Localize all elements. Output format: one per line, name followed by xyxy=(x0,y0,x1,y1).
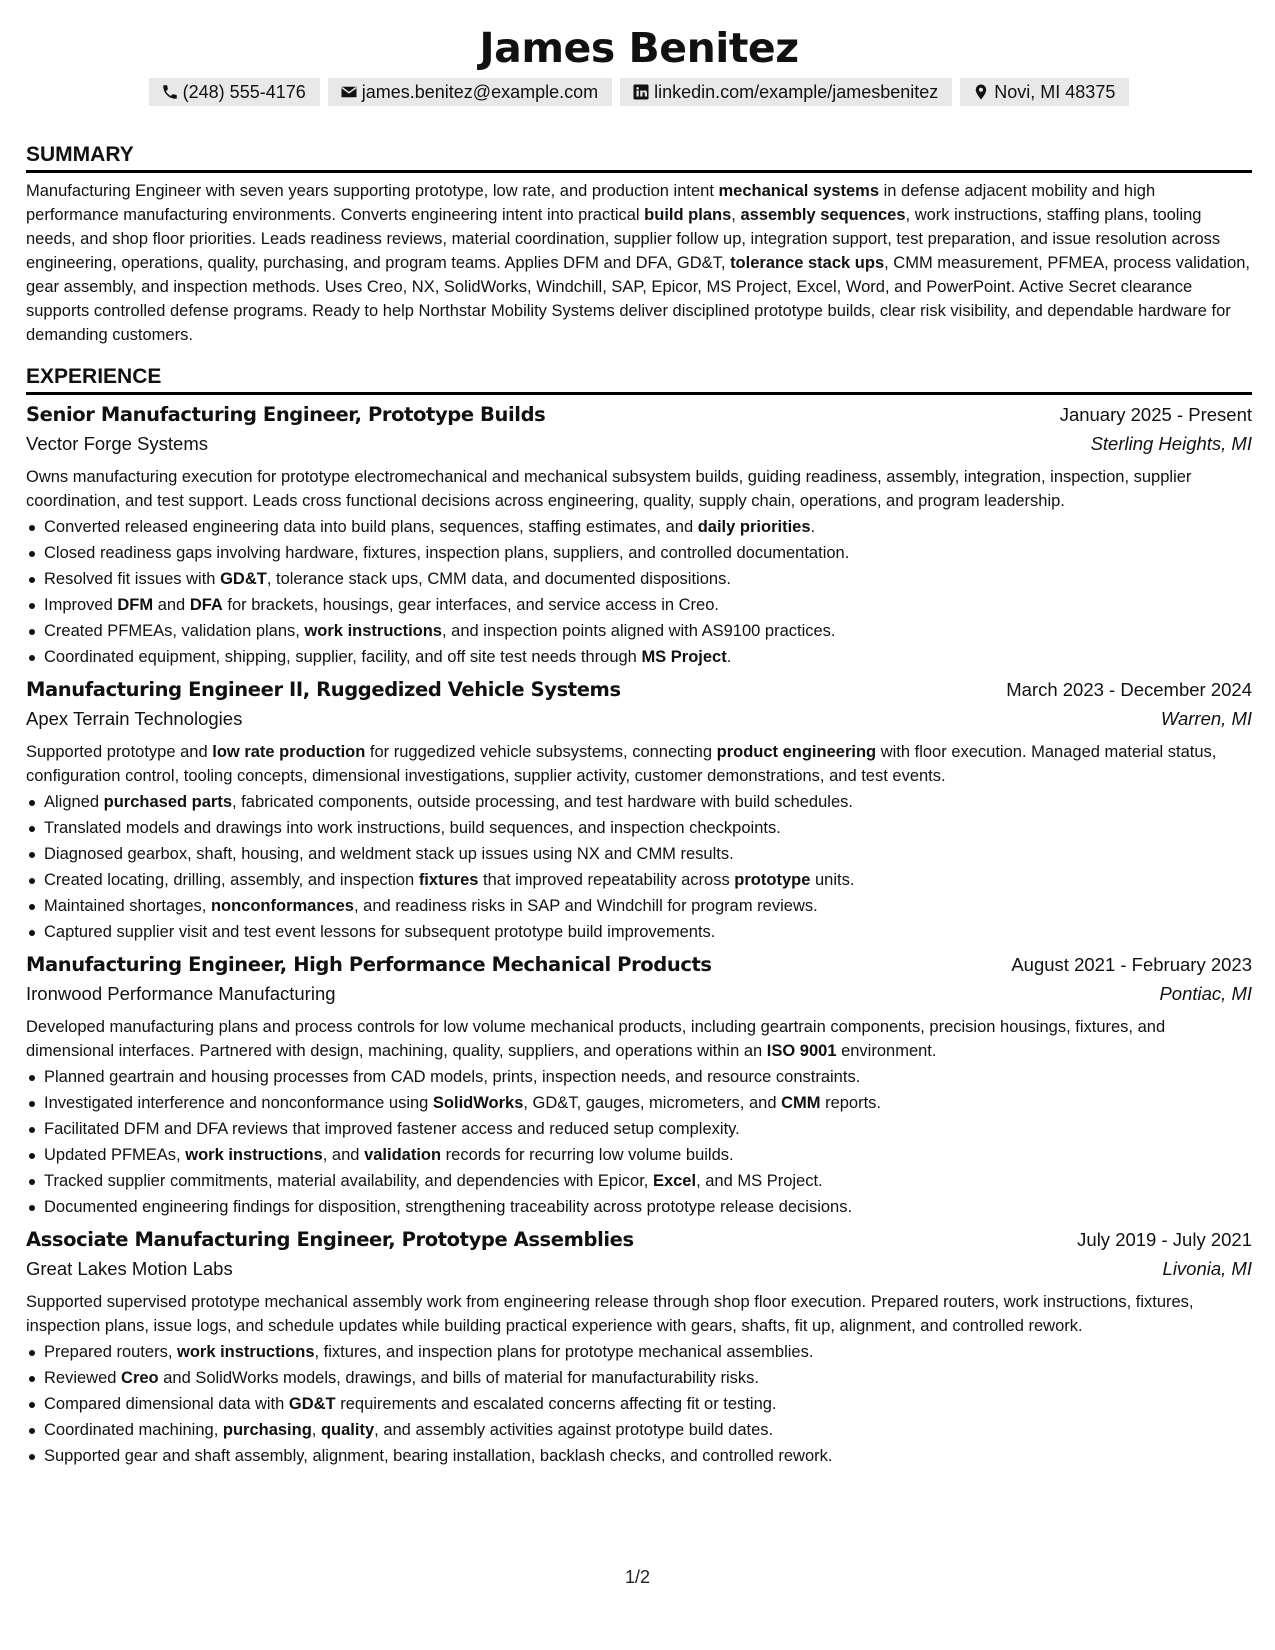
text-run: , and readiness risks in SAP and Windchill for program reviews. xyxy=(353,897,818,915)
text-run: , work instructions, staffing plans, tooling needs, and shop floor priorities. Leads readiness reviews, material coordination, supplier follow up, integration support, test preparation, and issue resolution across engineering, operations, quality, purchasing, and program teams. Applies DFM and DFA, GD&T, xyxy=(26,206,1221,272)
text-run: Resolved fit issues with xyxy=(44,570,221,588)
contact-location xyxy=(960,78,1129,106)
job-subheader xyxy=(26,433,1252,464)
job-title: Manufacturing Engineer, High Performance Mechanical Products xyxy=(26,953,712,976)
bullet-item xyxy=(26,540,1252,566)
bold-text: build plans xyxy=(644,206,732,224)
text-run: and SolidWorks models, drawings, and bills of material for manufacturability risks. xyxy=(158,1369,759,1387)
text-run: Diagnosed gearbox, shaft, housing, and weldment stack up issues using NX and CMM results. xyxy=(44,845,734,863)
bullet-item xyxy=(26,1142,1252,1168)
job-entry xyxy=(26,1228,1252,1469)
job-bullets xyxy=(26,789,1252,945)
job-location: Sterling Heights, MI xyxy=(1090,433,1252,454)
text-run: Developed manufacturing plans and process controls for low volume mechanical products, including geartrain components, precision housings, fixtures, and dimensional interfaces. Partnered with design, machining, quality, suppliers, and operations within an xyxy=(26,1018,1166,1060)
bold-text: CMM xyxy=(781,1094,821,1112)
text-run: . xyxy=(726,648,732,666)
summary-text xyxy=(26,179,1252,347)
contact-email-text: james.benitez@example.com xyxy=(361,82,599,102)
job-header xyxy=(26,678,1252,708)
map-pin-icon xyxy=(972,83,990,101)
text-run: Reviewed xyxy=(44,1369,122,1387)
text-run: units. xyxy=(810,871,855,889)
job-dates: January 2025 - Present xyxy=(1059,404,1252,425)
bold-text: purchased parts xyxy=(103,793,233,811)
bullet-item xyxy=(26,644,1252,670)
job-dates: March 2023 - December 2024 xyxy=(1006,679,1252,700)
bold-text: low rate production xyxy=(212,743,366,761)
bold-text: GD&T xyxy=(220,570,267,588)
job-subheader xyxy=(26,1258,1252,1289)
job-location: Livonia, MI xyxy=(1162,1258,1252,1279)
bullet-item xyxy=(26,618,1252,644)
text-run: and xyxy=(153,596,190,614)
job-title: Manufacturing Engineer II, Ruggedized Vehicle Systems xyxy=(26,678,621,701)
bullet-item xyxy=(26,1443,1252,1469)
text-run: Prepared routers, xyxy=(44,1343,177,1361)
text-run: Aligned xyxy=(44,793,104,811)
bold-text: ISO 9001 xyxy=(766,1042,837,1060)
job-dates: August 2021 - February 2023 xyxy=(1011,954,1252,975)
text-run: for ruggedized vehicle subsystems, connecting xyxy=(365,743,717,761)
company-name: Vector Forge Systems xyxy=(26,433,208,454)
text-run: in defense adjacent mobility and high performance manufacturing environments. Converts engineering intent into practical xyxy=(26,182,1156,224)
contact-phone[interactable] xyxy=(149,78,320,106)
text-run: reports. xyxy=(820,1094,882,1112)
text-run: , tolerance stack ups, CMM data, and documented dispositions. xyxy=(266,570,731,588)
job-title: Associate Manufacturing Engineer, Prototype Assemblies xyxy=(26,1228,634,1251)
text-run: environment. xyxy=(836,1042,937,1060)
bold-text: validation xyxy=(364,1146,442,1164)
bold-text: fixtures xyxy=(418,871,479,889)
experience-heading: EXPERIENCE xyxy=(26,364,1252,395)
bullet-item xyxy=(26,893,1252,919)
text-run: requirements and escalated concerns affecting fit or testing. xyxy=(335,1395,777,1413)
job-location: Warren, MI xyxy=(1160,708,1252,729)
job-title: Senior Manufacturing Engineer, Prototype Builds xyxy=(26,403,546,426)
text-run: Planned geartrain and housing processes from CAD models, prints, inspection needs, and resource constraints. xyxy=(44,1068,861,1086)
text-run: Improved xyxy=(44,596,118,614)
text-run: Created PFMEAs, validation plans, xyxy=(44,622,305,640)
text-run: , xyxy=(311,1421,321,1439)
bullet-item xyxy=(26,867,1252,893)
bullet-item xyxy=(26,841,1252,867)
summary-heading: SUMMARY xyxy=(26,142,1252,173)
text-run: Facilitated DFM and DFA reviews that improved fastener access and reduced setup complexity. xyxy=(44,1120,740,1138)
job-entry xyxy=(26,678,1252,945)
bold-text: prototype xyxy=(734,871,811,889)
text-run: with floor execution. Managed material status, configuration control, tooling concepts, dimensional investigations, supplier activity, customer demonstrations, and test events. xyxy=(26,743,1217,785)
bold-text: MS Project xyxy=(641,648,727,666)
company-name: Apex Terrain Technologies xyxy=(26,708,243,729)
bullet-item xyxy=(26,1194,1252,1220)
page-number: 1/2 xyxy=(624,1567,651,1587)
bold-text: Excel xyxy=(652,1172,697,1190)
bold-text: work instructions xyxy=(304,622,442,640)
text-run: Translated models and drawings into work instructions, build sequences, and inspection checkpoints. xyxy=(44,819,781,837)
experience-list xyxy=(26,403,1252,1469)
job-entry xyxy=(26,403,1252,670)
text-run: Maintained shortages, xyxy=(44,897,211,915)
bold-text: DFM xyxy=(117,596,154,614)
bold-text: product engineering xyxy=(716,743,877,761)
text-run: that improved repeatability across xyxy=(478,871,735,889)
text-run: records for recurring low volume builds. xyxy=(441,1146,734,1164)
text-run: Closed readiness gaps involving hardware, fixtures, inspection plans, suppliers, and controlled documentation. xyxy=(44,544,850,562)
contact-bar xyxy=(26,78,1252,106)
bold-text: GD&T xyxy=(288,1395,336,1413)
bold-text: quality xyxy=(320,1421,375,1439)
bold-text: SolidWorks xyxy=(432,1094,524,1112)
text-run: , fixtures, and inspection plans for prototype mechanical assemblies. xyxy=(314,1343,814,1361)
text-run: Supported gear and shaft assembly, alignment, bearing installation, backlash checks, and controlled rework. xyxy=(44,1447,833,1465)
company-name: Ironwood Performance Manufacturing xyxy=(26,983,336,1004)
candidate-name: James Benitez xyxy=(479,24,799,72)
company-name: Great Lakes Motion Labs xyxy=(26,1258,233,1279)
text-run: Tracked supplier commitments, material availability, and dependencies with Epicor, xyxy=(44,1172,653,1190)
phone-icon xyxy=(161,83,179,101)
text-run: Owns manufacturing execution for prototype electromechanical and mechanical subsystem builds, guiding readiness, assembly, integration, inspection, supplier coordination, and test support. Leads cross functional decisions across engineering, quality, supply chain, operations, and program leadership. xyxy=(26,468,1192,510)
text-run: , CMM measurement, PFMEA, process validation, gear assembly, and inspection methods. Uses Creo, NX, SolidWorks, Windchill, SAP, Epicor, MS Project, Excel, Word, and PowerPoint. Active Secret clearance supports controlled defense programs. Ready to help Northstar Mobility Systems deliver disciplined prototype builds, clear risk visibility, and dependable hardware for demanding customers. xyxy=(26,254,1251,344)
job-dates: July 2019 - July 2021 xyxy=(1077,1229,1252,1250)
job-subheader xyxy=(26,708,1252,739)
bullet-item xyxy=(26,514,1252,540)
job-subheader xyxy=(26,983,1252,1014)
job-location: Pontiac, MI xyxy=(1159,983,1252,1004)
job-description xyxy=(26,740,1252,788)
bullet-item xyxy=(26,1391,1252,1417)
bold-text: work instructions xyxy=(185,1146,323,1164)
linkedin-icon xyxy=(632,83,650,101)
text-run: , fabricated components, outside processing, and test hardware with build schedules. xyxy=(232,793,853,811)
bullet-item xyxy=(26,1339,1252,1365)
job-entry xyxy=(26,953,1252,1220)
job-bullets xyxy=(26,1064,1252,1220)
bullet-item xyxy=(26,592,1252,618)
bold-text: DFA xyxy=(189,596,223,614)
text-run: Supported supervised prototype mechanical assembly work from engineering release through shop floor execution. Prepared routers, work instructions, fixtures, inspection plans, issue logs, and schedule updates while building practical experience with gears, shafts, fit up, alignment, and controlled rework. xyxy=(26,1293,1194,1335)
text-run: , and assembly activities against prototype build dates. xyxy=(374,1421,774,1439)
text-run: Captured supplier visit and test event lessons for subsequent prototype build improvements. xyxy=(44,923,716,941)
contact-email[interactable] xyxy=(328,78,612,106)
text-run: Manufacturing Engineer with seven years supporting prototype, low rate, and production intent xyxy=(26,182,719,200)
text-run: Supported prototype and xyxy=(26,743,213,761)
text-run: Documented engineering findings for disposition, strengthening traceability across prototype release decisions. xyxy=(44,1198,853,1216)
text-run: Created locating, drilling, assembly, and inspection xyxy=(44,871,419,889)
bold-text: mechanical systems xyxy=(718,182,880,200)
text-run: Investigated interference and nonconformance using xyxy=(44,1094,433,1112)
bullet-item xyxy=(26,1168,1252,1194)
text-run: , and inspection points aligned with AS9100 practices. xyxy=(442,622,836,640)
contact-linkedin[interactable] xyxy=(620,78,952,106)
text-run: Coordinated machining, xyxy=(44,1421,223,1439)
job-description xyxy=(26,1290,1252,1338)
job-description xyxy=(26,465,1252,513)
bold-text: Creo xyxy=(121,1369,159,1387)
bullet-item xyxy=(26,1064,1252,1090)
text-run: Compared dimensional data with xyxy=(44,1395,289,1413)
bold-text: assembly sequences xyxy=(740,206,906,224)
contact-phone-text: (248) 555-4176 xyxy=(182,82,306,102)
text-run: Converted released engineering data into build plans, sequences, staffing estimates, and xyxy=(44,518,698,536)
bullet-item xyxy=(26,789,1252,815)
text-run: Updated PFMEAs, xyxy=(44,1146,186,1164)
text-run: , xyxy=(731,206,741,224)
bullet-item xyxy=(26,1116,1252,1142)
bullet-item xyxy=(26,566,1252,592)
bold-text: tolerance stack ups xyxy=(730,254,885,272)
bullet-item xyxy=(26,815,1252,841)
text-run: , and xyxy=(322,1146,365,1164)
text-run: Coordinated equipment, shipping, supplier, facility, and off site test needs through xyxy=(44,648,642,666)
text-run: for brackets, housings, gear interfaces, and service access in Creo. xyxy=(222,596,719,614)
bullet-item xyxy=(26,1090,1252,1116)
bold-text: daily priorities xyxy=(697,518,811,536)
text-run: . xyxy=(810,518,816,536)
job-description xyxy=(26,1015,1252,1063)
job-header xyxy=(26,1228,1252,1258)
job-header xyxy=(26,953,1252,983)
text-run: , and MS Project. xyxy=(696,1172,823,1190)
bullet-item xyxy=(26,1365,1252,1391)
bold-text: nonconformances xyxy=(210,897,354,915)
bold-text: work instructions xyxy=(176,1343,315,1361)
bold-text: purchasing xyxy=(222,1421,312,1439)
job-header xyxy=(26,403,1252,433)
job-bullets xyxy=(26,1339,1252,1469)
bullet-item xyxy=(26,1417,1252,1443)
bullet-item xyxy=(26,919,1252,945)
contact-location-text: Novi, MI 48375 xyxy=(994,82,1116,102)
resume-page xyxy=(26,22,1252,1469)
contact-linkedin-text: linkedin.com/example/jamesbenitez xyxy=(654,82,939,102)
envelope-icon xyxy=(340,83,358,101)
text-run: , GD&T, gauges, micrometers, and xyxy=(523,1094,782,1112)
job-bullets xyxy=(26,514,1252,670)
